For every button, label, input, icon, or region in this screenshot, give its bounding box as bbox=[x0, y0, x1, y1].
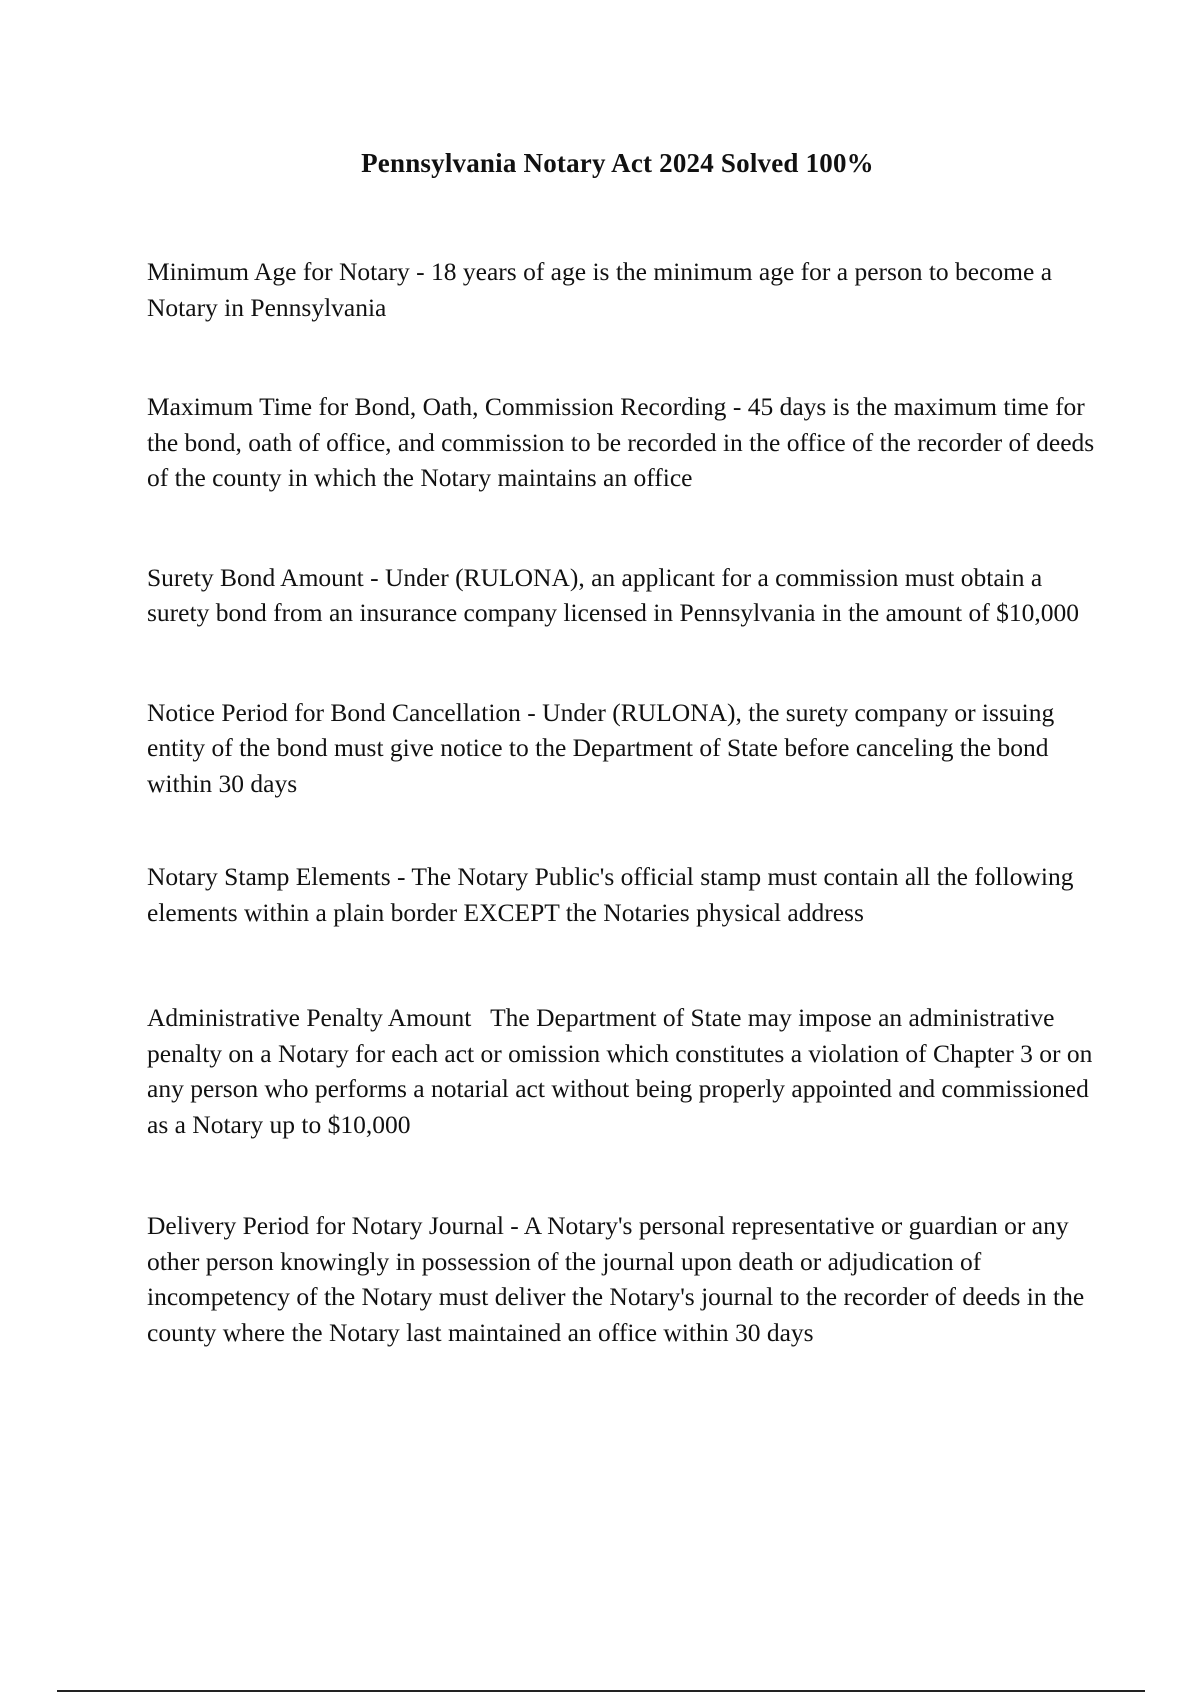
entry-term: Minimum Age for Notary bbox=[147, 257, 410, 286]
entry-term: Administrative Penalty Amount bbox=[147, 1003, 472, 1032]
page-title: Pennsylvania Notary Act 2024 Solved 100% bbox=[361, 148, 874, 178]
entry-journal-delivery bbox=[147, 1208, 1099, 1350]
entry-definition: 45 days is the maximum time for the bond, oath of office, and commission to be recorded in the office of the recorder of deeds of the county in which the Notary maintains an office bbox=[147, 392, 1095, 492]
entry-separator: - bbox=[726, 392, 748, 421]
entry-separator: - bbox=[390, 862, 412, 891]
footer-divider bbox=[57, 1690, 1145, 1692]
entry-term: Delivery Period for Notary Journal bbox=[147, 1211, 504, 1240]
entry-administrative-penalty bbox=[147, 1000, 1099, 1142]
entry-term: Notice Period for Bond Cancellation bbox=[147, 697, 521, 727]
entry-definition: The Notary Public's official stamp must contain all the following elements within a plain border EXCEPT the Notaries physical address bbox=[147, 862, 1074, 927]
entry-separator bbox=[471, 1003, 490, 1032]
entry-surety-bond-amount bbox=[147, 560, 1099, 631]
entry-separator: - bbox=[520, 697, 543, 727]
entry-definition: The Department of State may impose an administrative penalty on a Notary for each act or omission which constitutes a violation of Chapter 3 or on any person who performs a notarial act without being properly appointed and commissioned as a Notary up to $10,000 bbox=[147, 1003, 1093, 1139]
entry-definition: A Notary's personal representative or guardian or any other person knowingly in possession of the journal upon death or adjudication of incompetency of the Notary must deliver the Notary's journal to the recorder of deeds in the county where the Notary last maintained an office within 30 days bbox=[147, 1211, 1085, 1347]
entry-definition: Under (RULONA), an applicant for a commission must obtain a surety bond from an insurance company licensed in Pennsylvania in the amount of $10,000 bbox=[147, 562, 1079, 627]
entry-term: Notary Stamp Elements bbox=[147, 862, 391, 891]
entry-separator: - bbox=[503, 1211, 524, 1240]
entry-maximum-time bbox=[147, 389, 1099, 496]
entry-definition: Under (RULONA), the surety company or issuing entity of the bond must give notice to the Department of State before canceling the bond within 30 days bbox=[147, 697, 1055, 798]
entry-term: Surety Bond Amount bbox=[147, 562, 364, 592]
entry-notice-period bbox=[147, 695, 1099, 802]
entry-minimum-age bbox=[147, 254, 1099, 325]
entry-separator: - bbox=[363, 562, 386, 592]
entry-separator: - bbox=[409, 257, 432, 286]
entry-definition: 18 years of age is the minimum age for a person to become a Notary in Pennsylvania bbox=[147, 257, 1053, 322]
entry-list bbox=[147, 254, 1099, 1414]
entry-term: Maximum Time for Bond, Oath, Commission Recording bbox=[147, 392, 727, 421]
entry-stamp-elements bbox=[147, 859, 1099, 930]
